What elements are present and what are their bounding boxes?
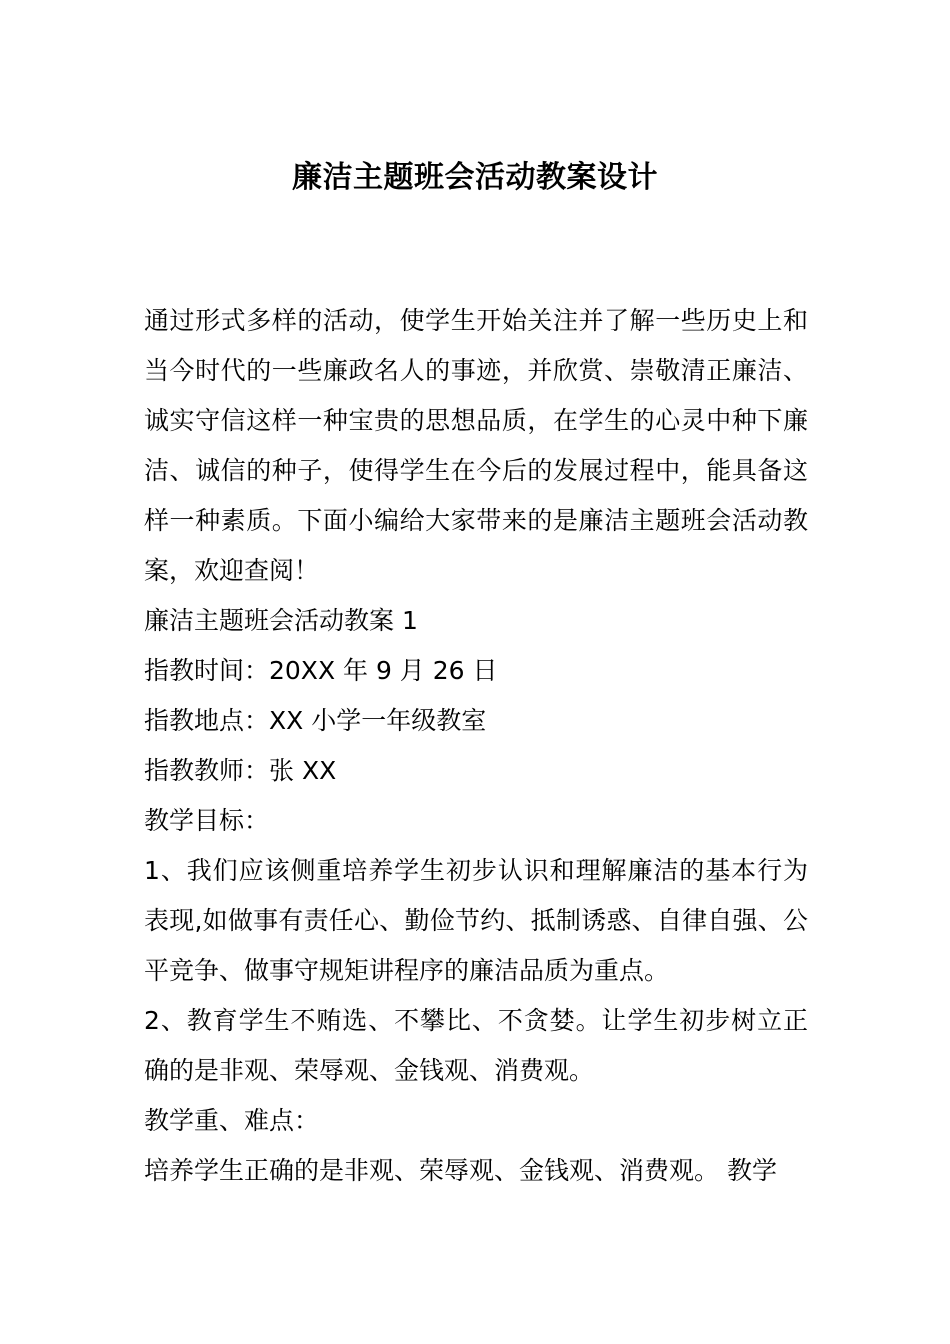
key-points-heading: 教学重、难点： — [144, 1106, 320, 1135]
lesson-teacher: 指教教师：张 XX — [144, 756, 337, 785]
goal-item-2: 2、教育学生不贿选、不攀比、不贪婪。让学生初步树立正确的是非观、荣辱观、金钱观、消费观。 — [144, 1006, 808, 1085]
section-heading: 廉洁主题班会活动教案 1 — [144, 606, 418, 635]
document-body — [144, 296, 808, 1196]
goal-item-1: 1、我们应该侧重培养学生初步认识和理解廉洁的基本行为表现,如做事有责任心、勤俭节约、抵制诱惑、自律自强、公平竞争、做事守规矩讲程序的廉洁品质为重点。 — [144, 856, 808, 985]
key-points-text: 培养学生正确的是非观、荣辱观、金钱观、消费观。 教学 — [144, 1156, 777, 1185]
lesson-place: 指教地点：XX 小学一年级教室 — [144, 706, 487, 735]
document-title: 廉洁主题班会活动教案设计 — [292, 160, 658, 195]
goals-heading: 教学目标： — [144, 806, 270, 835]
intro-paragraph: 通过形式多样的活动，使学生开始关注并了解一些历史上和当今时代的一些廉政名人的事迹，并欣赏、崇敬清正廉洁、诚实守信这样一种宝贵的思想品质，在学生的心灵中种下廉洁、诚信的种子，使得学生在今后的发展过程中，能具备这样一种素质。下面小编给大家带来的是廉洁主题班会活动教案，欢迎查阅！ — [144, 306, 808, 585]
lesson-time: 指教时间：20XX 年 9 月 26 日 — [144, 656, 498, 685]
